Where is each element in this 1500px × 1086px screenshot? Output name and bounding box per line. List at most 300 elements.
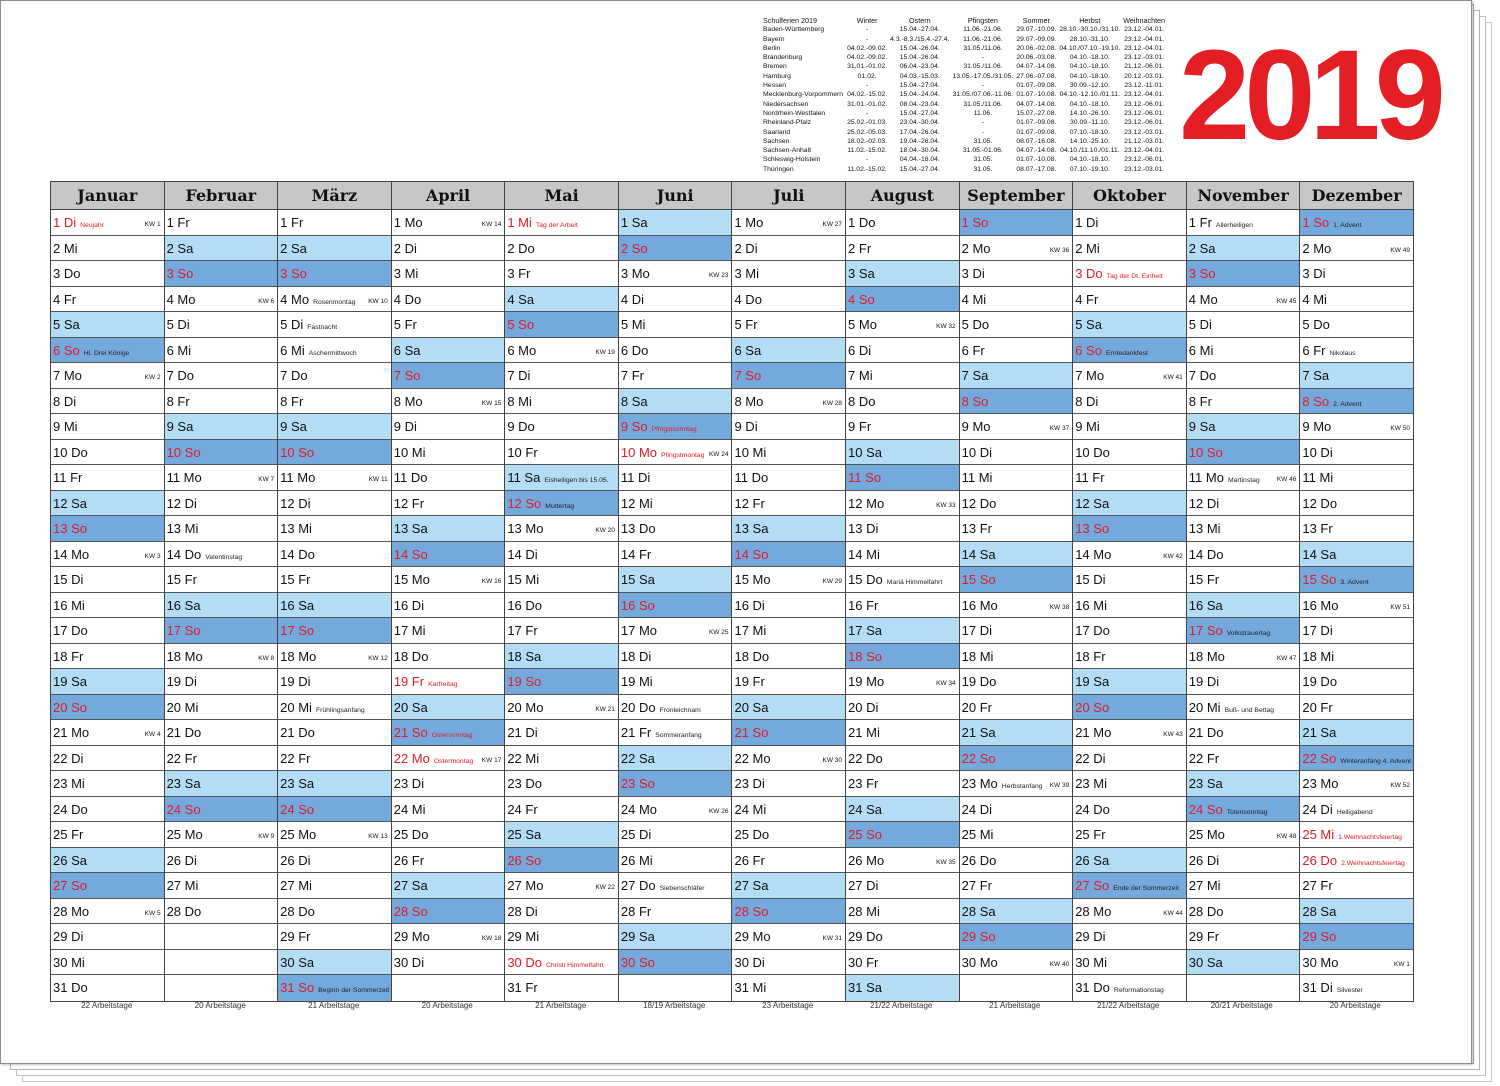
school-holidays-table [763, 16, 1168, 174]
day-label: 11 Di [620, 470, 651, 485]
day-label: 19 Do [961, 674, 997, 689]
day-cell [1187, 210, 1300, 236]
day-cell [846, 338, 959, 364]
day-label: 11 Fr [53, 470, 83, 485]
day-cell [278, 236, 391, 262]
day-label: 9 Sa [1188, 419, 1216, 434]
day-cell [505, 338, 618, 364]
day-cell [960, 312, 1073, 338]
week-number: KW 32 [936, 323, 956, 330]
day-cell [619, 414, 732, 440]
day-label: 9 Do [507, 419, 535, 434]
day-cell [1073, 593, 1186, 619]
day-label: 13 Mi [280, 521, 312, 536]
day-label: 3 So [1188, 266, 1216, 281]
month-header: Dezember [1299, 182, 1413, 209]
event-label: Allerheiligen [1215, 222, 1253, 229]
day-cell [165, 924, 278, 950]
holiday-period: 31.01.-01.02. [847, 63, 888, 71]
day-label: 24 Di [961, 801, 992, 817]
day-cell [392, 924, 505, 950]
day-cell [505, 695, 618, 721]
day-cell [51, 746, 164, 772]
day-cell [960, 924, 1073, 950]
day-label: 27 Sa [734, 878, 769, 893]
day-label: 22 Fr [1188, 750, 1220, 766]
day-cell [732, 516, 845, 542]
day-label: 18 Mo [166, 648, 203, 664]
day-label: 13 So [53, 521, 87, 536]
day-label: 4 Do [393, 291, 422, 307]
day-label: 15 Sa [620, 572, 655, 587]
day-label: 8 Mi [507, 393, 532, 409]
day-label: 17 Fr [507, 623, 538, 638]
day-cell [732, 669, 845, 695]
day-cell [1300, 363, 1413, 389]
day-label: 12 Di [280, 495, 311, 511]
day-label: 19 Sa [53, 674, 87, 689]
week-number: KW 40 [1049, 960, 1070, 968]
day-cell [1073, 848, 1186, 874]
holiday-row [763, 62, 1168, 71]
day-label: 18 Sa [507, 648, 542, 664]
day-label: 19 Di [166, 674, 197, 689]
week-number: KW 46 [1276, 476, 1297, 483]
day-label: 11 Mo [280, 470, 316, 485]
day-cell [278, 338, 391, 364]
week-number: KW 31 [822, 935, 843, 942]
event-label: Fastnacht [307, 324, 338, 331]
day-cell [732, 363, 845, 389]
day-cell [165, 975, 278, 1001]
day-label: 25 Do [734, 827, 770, 842]
day-label: 15 Mo [393, 572, 430, 587]
day-label: 19 Mi [620, 674, 653, 689]
day-cell [732, 567, 845, 593]
event-label: Reformationstag [1113, 987, 1164, 994]
holiday-column-header: Schulferien 2019 [763, 16, 817, 25]
day-label: 19 Mo [848, 674, 885, 689]
workdays-count: 21 Arbeitstage [535, 1001, 587, 1010]
holiday-period: 19.04.-26.04. [899, 137, 940, 145]
day-cell [165, 567, 278, 593]
day-label: 11 Do [393, 470, 428, 485]
day-cell [392, 848, 505, 874]
day-label: 5 Di Fastnacht [280, 317, 338, 332]
day-cell [51, 236, 164, 262]
event-label: Karfreitag [428, 681, 458, 688]
day-label: 10 Do [1075, 444, 1110, 460]
day-label: 24 Do [1075, 801, 1110, 817]
holiday-period: 07.10.-19.10. [1069, 165, 1110, 173]
day-label: 12 Do [1302, 495, 1338, 511]
day-label: 16 Do [507, 597, 543, 613]
event-label: Herbstanfang [1001, 783, 1043, 790]
day-label: 16 Sa [166, 597, 201, 613]
day-label: 25 Di [620, 827, 652, 842]
day-cell [846, 261, 959, 287]
day-label: 1 Fr [166, 215, 190, 230]
day-cell [278, 491, 391, 517]
day-label: 21 Do [1188, 725, 1224, 740]
day-cell [1073, 899, 1186, 925]
day-cell [505, 516, 618, 542]
day-label: 11 Fr [1075, 470, 1105, 485]
day-cell [392, 312, 505, 338]
day-cell [1073, 924, 1186, 950]
day-cell [1187, 797, 1300, 823]
day-cell [732, 950, 845, 976]
day-label: 24 So [166, 801, 201, 817]
day-label: 5 Mi [620, 317, 646, 332]
event-label: Hl. Drei Könige [83, 349, 130, 357]
day-label: 27 Fr [961, 878, 992, 893]
day-cell [392, 695, 505, 721]
week-number: KW 26 [708, 807, 729, 815]
day-cell [505, 567, 618, 593]
week-number: KW 23 [708, 272, 729, 279]
holiday-period: 18.02.-02.03. [847, 137, 888, 145]
holiday-period: 18.04.-30.04. [899, 147, 940, 155]
holiday-period: 23.12.-04.01. [1124, 26, 1165, 34]
day-label: 31 So Beginn der Sommerzeit [280, 980, 390, 995]
day-cell [278, 261, 391, 287]
day-cell [732, 899, 845, 925]
event-label: Silvester [1336, 987, 1363, 994]
holiday-period: 08.07.-17.08. [1016, 165, 1057, 173]
day-cell [1300, 720, 1413, 746]
day-label: 2 Do [507, 240, 535, 256]
day-cell [960, 261, 1073, 287]
event-label: Frühlingsanfang [315, 706, 365, 714]
holiday-period: 01.07.-09.08. [1016, 119, 1057, 127]
day-label: 1 So [961, 215, 989, 230]
day-label: 3 Sa [848, 266, 875, 281]
day-cell [51, 414, 164, 440]
day-cell [505, 669, 618, 695]
day-label: 15 So 3. Advent [1302, 572, 1369, 587]
day-cell [846, 491, 959, 517]
day-label: 17 So [166, 623, 201, 638]
week-number: KW 9 [258, 833, 275, 840]
day-cell [960, 465, 1073, 491]
day-cell [619, 363, 732, 389]
month-column [959, 210, 1073, 1001]
day-cell [1187, 720, 1300, 746]
event-label: Fronleichnam [659, 706, 701, 714]
day-cell [1187, 287, 1300, 313]
day-cell [846, 644, 959, 670]
holiday-period: 04.07.-14.08. [1016, 63, 1057, 71]
day-cell [51, 338, 164, 364]
day-label: 24 So [280, 801, 315, 817]
day-cell [278, 720, 391, 746]
day-cell [392, 465, 505, 491]
holiday-period: 31.05./11.06. [963, 63, 1003, 71]
day-cell [960, 287, 1073, 313]
day-label: 8 Do [848, 393, 876, 409]
day-cell [1187, 414, 1300, 440]
holiday-row [763, 137, 1168, 146]
week-number: KW 48 [1276, 833, 1297, 840]
state-name: Rheinland-Pfalz [763, 119, 811, 127]
day-label: 23 Do [507, 776, 543, 791]
state-name: Brandenburg [763, 54, 803, 62]
day-label: 14 Mo [53, 546, 90, 562]
day-label: 3 Di [1302, 266, 1326, 281]
holiday-period: 31.05./11.06. [963, 100, 1003, 108]
day-cell [619, 950, 732, 976]
day-label: 19 So [507, 674, 542, 689]
day-label: 28 Do [166, 903, 202, 919]
holiday-period: 04.10.-18.10. [1069, 63, 1110, 71]
day-cell [1073, 873, 1186, 899]
day-label: 27 Do Siebenschläfer [620, 878, 705, 893]
day-cell [619, 236, 732, 262]
event-label: Valentinstag [205, 553, 243, 561]
week-number: KW 7 [258, 476, 275, 483]
holiday-period: 04.10.-18.10. [1069, 156, 1110, 164]
day-cell [619, 720, 732, 746]
day-label: 10 Di [961, 444, 992, 460]
day-label: 6 Sa [734, 342, 762, 358]
day-cell [1187, 236, 1300, 262]
day-cell [278, 312, 391, 338]
day-label: 22 Fr [280, 750, 311, 766]
workdays-count: 20 Arbeitstage [194, 1001, 246, 1010]
event-label: Winteranfang 4. Advent [1340, 757, 1412, 765]
week-number: KW 50 [1390, 425, 1410, 432]
holiday-period: 20.12.-03.01. [1124, 72, 1165, 80]
day-label: 30 Mi [53, 954, 85, 970]
day-label: 5 So [507, 317, 535, 332]
event-label: Neujahr [80, 222, 104, 229]
holiday-period: 23.12.-04.01. [1124, 91, 1165, 99]
day-cell [1187, 542, 1300, 568]
day-cell [505, 822, 618, 848]
day-label: 16 Sa [1188, 597, 1223, 613]
day-label: 17 Do [53, 623, 88, 638]
day-cell [960, 414, 1073, 440]
day-cell [51, 950, 164, 976]
day-cell [505, 363, 618, 389]
day-label: 4 Mo [166, 291, 196, 307]
day-cell [1187, 465, 1300, 491]
day-cell [960, 363, 1073, 389]
day-cell [732, 746, 845, 772]
day-cell [505, 924, 618, 950]
day-cell [960, 236, 1073, 262]
day-label: 3 Do [53, 266, 81, 281]
day-cell [619, 312, 732, 338]
day-label: 2 So [620, 240, 648, 256]
holiday-period: 25.02.-05.03. [847, 128, 888, 136]
day-label: 22 Mi [507, 750, 540, 766]
month-column [1072, 210, 1186, 1001]
week-number: KW 2 [144, 374, 161, 381]
day-label: 20 Fr [1302, 699, 1333, 715]
holiday-period: 23.12.-04.01. [1124, 44, 1165, 52]
holiday-period: 23.12.-11.01. [1124, 82, 1164, 90]
day-label: 19 Sa [1075, 674, 1110, 689]
day-cell [732, 848, 845, 874]
holiday-column-header: Sommer [1022, 16, 1050, 25]
day-label: 4 Mi [1302, 291, 1327, 307]
day-label: 7 Mo [1075, 368, 1105, 383]
day-label: 20 Sa [393, 699, 428, 715]
day-cell [960, 975, 1073, 1001]
state-name: Nordrhein-Westfalen [763, 109, 826, 117]
holiday-row [763, 165, 1168, 174]
day-label: 12 So Muttertag [507, 495, 575, 511]
day-cell [1073, 669, 1186, 695]
day-label: 13 Mi [1188, 521, 1221, 536]
event-label: Erntedankfest [1105, 349, 1148, 357]
day-cell [732, 287, 845, 313]
day-cell [51, 516, 164, 542]
day-cell [1300, 414, 1413, 440]
holiday-row [763, 35, 1168, 44]
holiday-period: 21.12.-06.01. [1124, 63, 1165, 71]
day-label: 31 Mi [734, 980, 767, 995]
day-label: 27 Di [848, 878, 879, 893]
day-cell [165, 312, 278, 338]
day-label: 3 Mi [734, 266, 760, 281]
day-cell [1073, 261, 1186, 287]
day-cell [846, 695, 959, 721]
day-label: 26 Fr [734, 852, 765, 868]
day-label: 31 Sa [848, 980, 883, 995]
day-cell [51, 389, 164, 415]
holiday-period: 31.05. [973, 156, 993, 164]
day-cell [1300, 771, 1413, 797]
holiday-period: 15.04.-27.04. [899, 26, 940, 34]
day-label: 29 So [1302, 929, 1337, 944]
holiday-column-header: Weihnachten [1123, 16, 1166, 25]
day-cell [51, 542, 164, 568]
day-label: 22 Di [1075, 750, 1106, 766]
day-label: 21 Mo [53, 725, 90, 740]
day-label: 22 Sa [620, 750, 655, 766]
day-label: 26 Mo [848, 852, 885, 868]
day-label: 2 Mo [961, 240, 991, 256]
holiday-row [763, 109, 1168, 118]
week-number: KW 27 [822, 221, 843, 228]
day-cell [960, 516, 1073, 542]
day-label: 14 So [393, 546, 428, 562]
day-cell [1300, 669, 1413, 695]
day-label: 8 Mo [734, 393, 764, 409]
day-label: 4 Fr [53, 291, 77, 307]
day-cell [732, 797, 845, 823]
day-cell [846, 746, 959, 772]
day-cell [1187, 618, 1300, 644]
day-cell [619, 822, 732, 848]
day-label: 30 Fr [848, 954, 879, 970]
day-cell [1073, 746, 1186, 772]
day-label: 31 Do Reformationstag [1075, 980, 1164, 995]
day-label: 26 Di [1188, 852, 1220, 868]
day-label: 27 So [53, 878, 87, 893]
day-label: 24 Do [53, 801, 88, 817]
day-label: 30 Mo [961, 954, 998, 970]
day-cell [392, 440, 505, 466]
day-label: 1 Di [1075, 215, 1099, 230]
day-label: 29 Do [848, 929, 883, 944]
day-label: 24 Fr [507, 801, 538, 817]
day-cell [392, 236, 505, 262]
month-column [1186, 210, 1300, 1001]
day-label: 15 Di [53, 572, 84, 587]
state-name: Sachsen [763, 137, 790, 145]
day-label: 10 Mi [734, 444, 767, 460]
holiday-period: 23.12.-06.01. [1124, 156, 1165, 164]
day-cell [1300, 465, 1413, 491]
day-cell [619, 644, 732, 670]
day-label: 8 Di [1075, 393, 1099, 409]
day-cell [1300, 644, 1413, 670]
day-cell [51, 618, 164, 644]
day-cell [619, 287, 732, 313]
day-label: 14 Mi [848, 546, 880, 562]
day-label: 23 Fr [848, 776, 879, 791]
week-number: KW 24 [708, 450, 729, 458]
day-cell [51, 873, 164, 899]
day-cell [1187, 669, 1300, 695]
workdays-count: 22 Arbeitstage [81, 1001, 133, 1010]
day-label: 23 Sa [280, 776, 315, 791]
day-label: 25 Sa [507, 827, 542, 842]
day-cell [278, 695, 391, 721]
day-label: 5 Do [961, 317, 990, 332]
day-label: 20 Mi Buß- und Bettag [1188, 699, 1275, 715]
day-cell [505, 899, 618, 925]
day-cell [505, 236, 618, 262]
day-cell [505, 975, 618, 1001]
holiday-period: 20.06.-02.08. [1016, 44, 1057, 52]
event-label: 3. Advent [1340, 579, 1369, 586]
day-label: 15 Do Mariä Himmelfahrt [848, 572, 943, 587]
day-label: 23 Mo [1302, 776, 1339, 791]
day-label: 28 Sa [1302, 903, 1337, 919]
day-label: 6 Mi [166, 342, 192, 358]
week-number: KW 45 [1276, 297, 1297, 305]
holiday-period: 15.04.-26.04. [899, 44, 940, 52]
holiday-row [763, 81, 1168, 90]
day-label: 15 Mo [734, 572, 771, 587]
workdays-count: 21/22 Arbeitstage [870, 1001, 933, 1010]
day-label: 11 Mo [166, 470, 202, 485]
day-label: 11 Mo Martinstag [1188, 470, 1260, 485]
holiday-period: 04.10.-18.10. [1069, 100, 1110, 108]
holiday-period: 29.07.-09.09. [1016, 35, 1057, 43]
day-cell [278, 950, 391, 976]
day-cell [165, 261, 278, 287]
day-cell [960, 567, 1073, 593]
day-cell [619, 848, 732, 874]
day-cell [505, 873, 618, 899]
day-cell [392, 593, 505, 619]
month-header: April [391, 182, 505, 209]
day-cell [505, 644, 618, 670]
holiday-period: - [865, 26, 869, 34]
day-cell [1300, 261, 1413, 287]
day-label: 1 Fr Allerheiligen [1188, 215, 1253, 230]
day-label: 6 Mo [507, 342, 537, 358]
day-label: 27 Sa [393, 878, 428, 893]
day-cell [846, 873, 959, 899]
day-label: 14 Mo [1075, 546, 1112, 562]
